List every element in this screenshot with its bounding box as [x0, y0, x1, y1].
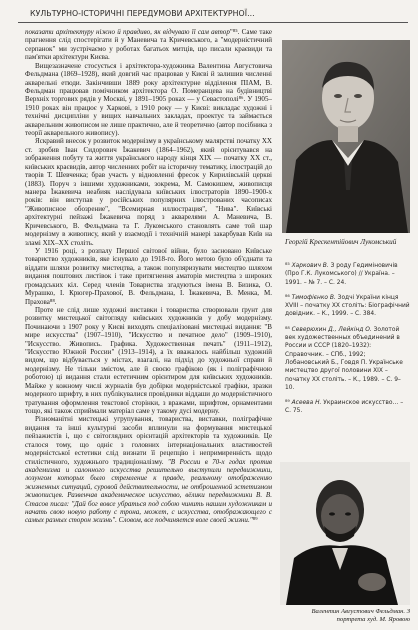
text-run: "⁸⁵. Саме таке прагнення слід спостерігати й у Маневича та Кричевського, а "модерністичний серпанок" ми зустрічаємо у роботах багатьох митців, що писали краєвиди та пам'ятки архітектури Києва. [25, 28, 272, 62]
photo-caption-feldman: Валентин Августович Фельдман. З портрета худ. М. Яровою [311, 608, 410, 624]
footnote [285, 399, 410, 416]
body-paragraph [25, 62, 272, 138]
footnote [285, 262, 410, 287]
footnote [285, 294, 410, 319]
portrait-lukomsky-photo [282, 40, 410, 233]
footnote-text: Украинское искусство… – С. 75. [285, 400, 404, 415]
text-run: Різноманітні мистецькі угрупування, товариства, виставки, поліграфічне видання та інші культурні засоби вплинули на формування мистецької пейзажистів і, що є світоглядних орієнтацій архітекторів та художників. Це сталося тому, що одніє з головних інтернаціональних властивостей модерністської естетики слід визнати її рецепцію і непримиренність щодо стилістичного, художнього традиціоналізму. [25, 415, 272, 466]
footnote-text: Золотой век художественных объединений в России и СССР (1820–1932): Справочник. – СПб., 1992; Лобановський Б., Говдя П. Українське мистецтво другої половини XIX – початку XX століть. – К., 1989. – С. 9–10. [285, 326, 403, 391]
footnote-text: З роду Гедиміновичів (Про Г.К. Лукомського) // Україна. – 1991. – № 7. – С. 24. [285, 263, 398, 286]
footnote-number: ⁸⁸ [285, 326, 292, 333]
footnote-author: Харкович В. [291, 263, 329, 269]
photo-caption-lukomsky: Георгій Крескентійович Лукомський [285, 238, 397, 246]
footnote-text: Зодчі України кінця XVIII – початку XX століть: Біографічний довідник. – К., 1999. – С. 384. [285, 294, 410, 318]
footnote-number: ⁸⁵ [285, 263, 292, 269]
text-run: Вищезазначене стосується і архітектора-художника Валентина Августовича Фельдмана (1869–1928), який довгий час працював у Києві й залишив численні акварельні етюди. Закінчивши 1889 року архітектурне відділення ПІАМ, В. Фельдман працював помічником архітектора О. Померанцева на будівництві Верхніх торгових рядів у Москві, у 1891–1905 роках — у Севастополі⁸⁶. У 1905–1910 роках він працює у Харкові, з 1910 року — у Києві: викладає художні і технічні дисципліни у вищих навчальних закладах, проектує та займається акварельним живописом не лише практично, але й теоретично (автор посібника з теорії акварельного живопису). [25, 61, 272, 138]
footnotes [285, 262, 410, 423]
body-paragraph [25, 247, 272, 306]
running-header: КУЛЬТУРНО-ІСТОРИЧНІ ПЕРЕДУМОВИ АРХІТЕКТУРНОЇ... [30, 9, 255, 18]
footnote-number: ⁸⁹ [285, 400, 292, 407]
footnote-author: Асеева Н. [291, 400, 322, 407]
footnote [285, 326, 410, 392]
body-paragraph [25, 306, 272, 415]
header-rule [18, 22, 408, 23]
main-text-column [25, 28, 272, 628]
italic-run: "В России в 70-х годах против академизма и салонного искусства решительно выступили передвижники, лозунгом которых было стремление к правде, реальному отображению жизненных ситуаций, суровой действительности, не отброшенной эстетизмом живописцев. Развенчав академическое искусство, вёлики передвижники В. В. Стасов писал: "Дай бог вовсе убраться под собою чинить нашим художникам и начать свою новую работу с трона, может, с искусства, отображающего с самых разных сторон жизнь". Словом, все подчиняется воле своей жизни." [25, 457, 272, 525]
italic-run: показати архітектуру ніжно й правдиво, як відчуваю її сам автор [25, 28, 230, 36]
portrait-feldman-photo [280, 462, 410, 605]
text-run: ⁸⁹ [252, 516, 258, 525]
body-paragraph [25, 415, 272, 524]
footnote-number: ⁸⁶ [285, 294, 292, 301]
body-paragraph [25, 28, 272, 62]
footnote-author: Тимофієнко В. [291, 294, 336, 301]
text-run: Яскравий внесок у розвиток модернізму в українському малярстві початку ХХ ст. зробив Іван Сидорович Їжакевич (1864–1962), який орієнтувався на зображення побуту та життя українського народу кінця ХІХ — початку ХХ ст., київських краєвидів, автор численних робіт на історичну тематику, ілюстрацій до творів Т. Шевченка; брав участь у відновленні фресок у Кирилівській церкві (1883). Поруч з іншими художниками, зокрема, М. Самокишем, живописця манера Їжакевича неабияк наслідувала київських ілюстраторів 1890–1900-х років: він виступав у російських популярних ілюстрованих часописах "Живописное обозрение", "Всемирная иллюстрация", "Нива". Київські архітектурні пейзажі Їжакевича поряд з акварелями А. Маневича, В. Кричевського, В. Фельдмана та Г. Лукомського становлять саме той шар модернізму в живопису, який у взаємодії і технічній манері закарбував Київ на зламі ХІХ–ХХ століть. [25, 137, 272, 247]
body-paragraph [25, 137, 272, 246]
footnote-author: Северюхин Д., Лейкінд О. [291, 326, 372, 333]
text-run: У 1916 році, з розпалу Першої світової війни, було засновано Київське товариство художників, яке існувало до 1918-го. Його метою було об'єднати та віддати шляхи розвитку мистецтва, а також популяризувати мистецтво шляхом видання поштових листівок і таке притягнення аматорів мистецтва з широких громадських кіл. Серед членів Товариства згадуються імена В. Бизика, О. Мурашко, І. Крюгер-Прахової, В. Фельдмана, І. Їжакевича, В. Менка, М. Прахова⁸⁸. [25, 246, 272, 306]
text-run: Проте не слід лише художні виставки і товариства створювали ґрунт для розвитку мистецької світогляду київських художників у добу модернізму. Починаючи з 1907 року у Києві виходять спеціалізовані мистецькі видання: "В мире искусства" (1907–1910), "Искусство и печатное дело" (1909–1910), "Искусство. Живопись. Графика. Художественная печать" (1911–1912), "Искусство Южной России" (1913–1914), а їх вважалось найбільш художній видом, що відбувається у містах, взагалі, на підхід до художньої справи й модернізму. Не тільки змістом, але й своєю графікою (як і поліграфічною роботою) ці видання стали естетичним орієнтиром для київських художників. Майже у кожному числі журналів був добірки модерністської графіки, зразки модерного шрифту, в них публікувалися провідники віддаши до модерністичного тратування оформлення текстової сторінки, з вражами, шрифтом, орнаментами тощо, які також сприймали матеріал саме у такому дусі модерну. [25, 305, 272, 415]
